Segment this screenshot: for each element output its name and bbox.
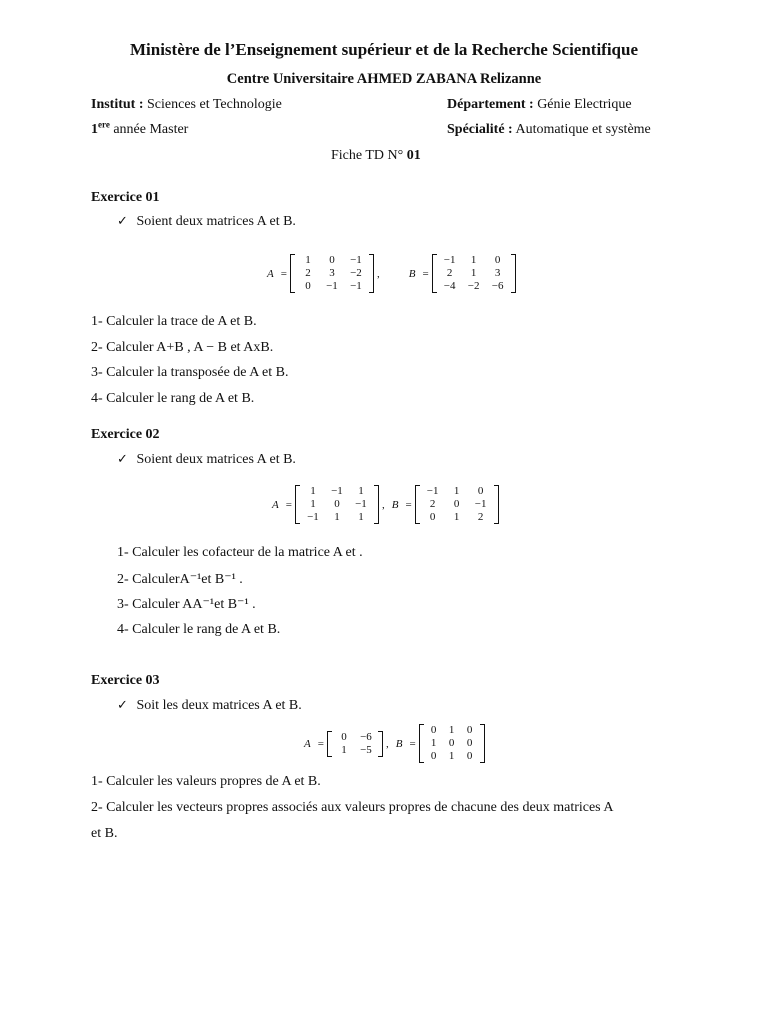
- fiche-number: 01: [406, 148, 421, 163]
- matrix-cell: 1: [453, 485, 460, 497]
- fiche-prefix: Fiche TD N°: [331, 148, 404, 163]
- equals-sign: =: [409, 737, 416, 750]
- matrix-cell: −1: [355, 498, 367, 510]
- matrix-cell: −2: [467, 280, 480, 292]
- matrix-cell: 2: [305, 267, 311, 279]
- specialite-label: Spécialité :: [447, 122, 513, 137]
- matrix-cell: 1: [430, 737, 437, 749]
- exercise-2-matrices: [268, 485, 499, 524]
- institut-line: [91, 97, 282, 113]
- matrix-cell: 1: [453, 511, 460, 523]
- matrix-cell: 1: [448, 724, 455, 736]
- matrix-b-label: B: [391, 498, 399, 511]
- exercise-1-question-4: 4- Calculer le rang de A et B.: [91, 391, 255, 406]
- annee-number: 1: [91, 122, 98, 137]
- annee-text: année Master: [113, 122, 189, 137]
- matrix-cell: 0: [453, 498, 460, 510]
- exercise-2-intro-text: Soient deux matrices A et B.: [136, 452, 296, 467]
- equals-sign: =: [285, 498, 292, 511]
- matrix-b-label: B: [395, 737, 403, 750]
- ex3-matrix-a: [327, 731, 383, 757]
- annee-superscript: ere: [98, 119, 110, 130]
- matrix-cell: 1: [310, 485, 316, 497]
- exercise-2-intro: [117, 452, 296, 468]
- matrix-cell: 0: [430, 724, 437, 736]
- matrix-cell: 2: [429, 498, 436, 510]
- exercise-1-question-3: 3- Calculer la transposée de A et B.: [91, 365, 289, 380]
- annee-line: [91, 119, 189, 138]
- matrix-cell: 0: [448, 737, 455, 749]
- exercise-3-intro-text: Soit les deux matrices A et B.: [136, 698, 302, 713]
- exercise-3-question-2-continued: et B.: [91, 826, 118, 841]
- departement-line: [447, 97, 632, 113]
- exercise-3-matrices: [300, 724, 485, 763]
- matrix-cell: 0: [305, 280, 311, 292]
- specialite-line: [447, 122, 651, 138]
- matrix-cell: 2: [477, 511, 484, 523]
- ex1-matrix-b: [432, 254, 516, 293]
- matrix-cell: 0: [329, 254, 335, 266]
- matrix-cell: −1: [474, 498, 487, 510]
- matrix-a-label: A: [304, 737, 311, 750]
- ex2-matrix-b: [415, 485, 499, 524]
- matrix-cell: 1: [310, 498, 316, 510]
- ministry-title: Ministère de l’Enseignement supérieur et de la Recherche Scientifique: [129, 40, 639, 59]
- matrix-cell: 3: [494, 267, 501, 279]
- exercise-1-intro-text: Soient deux matrices A et B.: [136, 214, 296, 229]
- matrix-cell: −2: [350, 267, 362, 279]
- matrix-b-label: B: [408, 267, 416, 280]
- matrix-cell: 1: [341, 743, 347, 756]
- matrix-cell: −1: [350, 280, 362, 292]
- specialite-value: Automatique et système: [515, 122, 651, 137]
- checkmark-icon: ✓: [117, 698, 128, 713]
- matrix-cell: −1: [443, 254, 456, 266]
- matrix-cell: 0: [494, 254, 501, 266]
- matrix-cell: −4: [443, 280, 456, 292]
- exercise-2-question-4: 4- Calculer le rang de A et B.: [117, 622, 281, 637]
- matrix-cell: −1: [307, 511, 319, 523]
- comma: ,: [376, 267, 380, 280]
- matrix-cell: 1: [470, 254, 477, 266]
- departement-label: Département :: [447, 97, 534, 112]
- exercise-1-intro: [117, 214, 296, 230]
- matrix-cell: 0: [341, 730, 347, 743]
- equals-sign: =: [317, 737, 324, 750]
- matrix-cell: 2: [446, 267, 453, 279]
- exercise-1-question-2: 2- Calculer A+B , A − B et AxB.: [91, 340, 274, 355]
- matrix-cell: −1: [331, 485, 343, 497]
- matrix-cell: 0: [466, 737, 473, 749]
- checkmark-icon: ✓: [117, 214, 128, 229]
- exercise-2-question-3: 3- Calculer AA⁻¹et B⁻¹ .: [117, 597, 256, 612]
- exercise-2-question-2: 2- CalculerA⁻¹et B⁻¹ .: [117, 572, 243, 587]
- matrix-cell: 0: [430, 750, 437, 762]
- matrix-cell: 1: [305, 254, 311, 266]
- comma: ,: [381, 498, 385, 511]
- equals-sign: =: [280, 267, 287, 280]
- exercise-3-question-1: 1- Calculer les valeurs propres de A et B.: [91, 774, 321, 789]
- matrix-cell: 3: [329, 267, 335, 279]
- exercise-3-intro: [117, 698, 302, 714]
- matrix-cell: 1: [358, 511, 364, 523]
- exercise-1-heading: Exercice 01: [91, 190, 160, 205]
- exercise-1-matrices: [263, 254, 516, 293]
- exercise-1-question-1: 1- Calculer la trace de A et B.: [91, 314, 257, 329]
- ex2-matrix-a: [295, 485, 379, 524]
- matrix-cell: −1: [426, 485, 439, 497]
- exercise-2-question-1: 1- Calculer les cofacteur de la matrice A et .: [117, 545, 363, 560]
- matrix-cell: −6: [360, 730, 372, 743]
- ex3-matrix-b: [419, 724, 485, 763]
- checkmark-icon: ✓: [117, 452, 128, 467]
- matrix-a-label: A: [272, 498, 279, 511]
- matrix-cell: 1: [358, 485, 364, 497]
- matrix-cell: 1: [448, 750, 455, 762]
- departement-value: Génie Electrique: [537, 97, 632, 112]
- matrix-cell: −5: [360, 743, 372, 756]
- matrix-cell: 1: [470, 267, 477, 279]
- matrix-cell: 0: [477, 485, 484, 497]
- exercise-3-heading: Exercice 03: [91, 673, 160, 688]
- center-name: Centre Universitaire AHMED ZABANA Relizanne: [226, 71, 542, 87]
- fiche-title: [331, 148, 421, 164]
- institut-label: Institut :: [91, 97, 144, 112]
- equals-sign: =: [405, 498, 412, 511]
- institut-value: Sciences et Technologie: [147, 97, 282, 112]
- exercise-3-question-2: 2- Calculer les vecteurs propres associés aux valeurs propres de chacune des deux matrices A: [91, 800, 614, 815]
- matrix-cell: 0: [466, 724, 473, 736]
- exercise-2-heading: Exercice 02: [91, 427, 160, 442]
- equals-sign: =: [422, 267, 429, 280]
- matrix-cell: 0: [466, 750, 473, 762]
- matrix-cell: −1: [350, 254, 362, 266]
- matrix-cell: 1: [334, 511, 340, 523]
- matrix-cell: −1: [326, 280, 338, 292]
- ex1-matrix-a: [290, 254, 374, 293]
- comma: ,: [385, 737, 389, 750]
- matrix-cell: 0: [429, 511, 436, 523]
- matrix-cell: 0: [334, 498, 340, 510]
- matrix-cell: −6: [491, 280, 504, 292]
- matrix-a-label: A: [267, 267, 274, 280]
